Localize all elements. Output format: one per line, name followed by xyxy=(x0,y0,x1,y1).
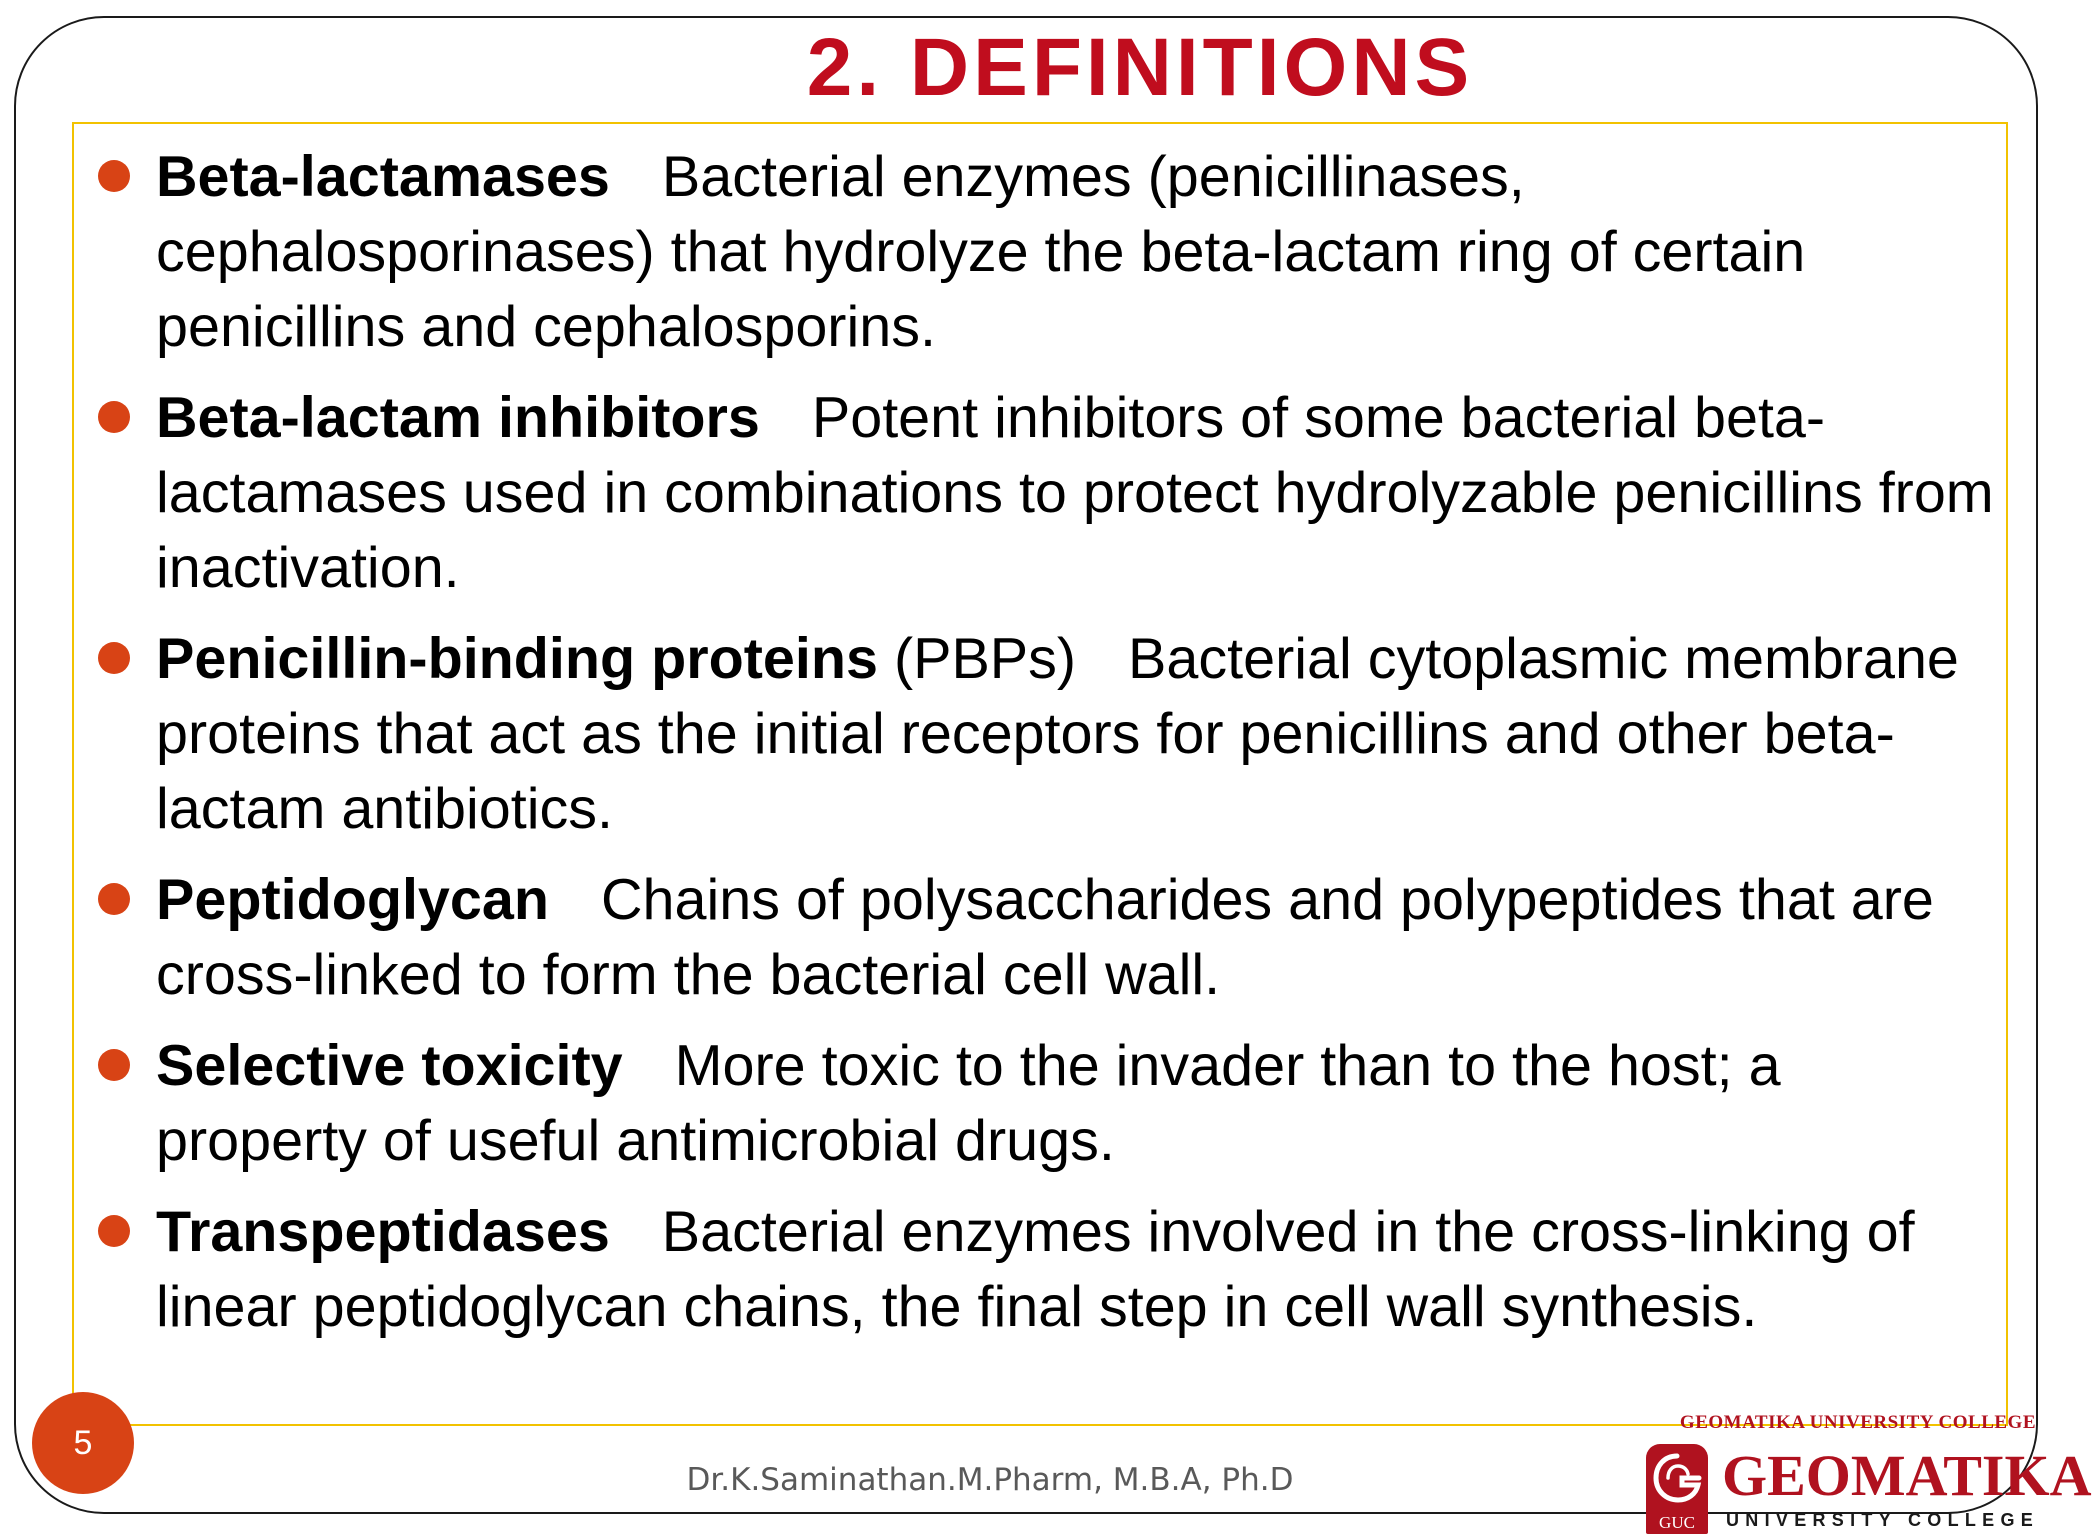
definition-item xyxy=(96,140,1996,365)
definition-description: Bacterial enzymes (penicillinases, cephalosporinases) that hydrolyze the beta-lactam ring of certain penicillins and cephalosporins. xyxy=(156,145,1806,359)
slide-title: 2. DEFINITIONS xyxy=(806,22,1474,113)
definition-description: Potent inhibitors of some bacterial beta-lactamases used in combinations to protect hydrolyzable penicillins from inactivation. xyxy=(156,386,1994,600)
definition-item xyxy=(96,1029,1996,1179)
definition-term: Transpeptidases xyxy=(156,1200,610,1264)
logo-sub-text: UNIVERSITY COLLEGE xyxy=(1726,1510,2040,1530)
definition-abbreviation: (PBPs) xyxy=(893,627,1077,691)
definition-term: Peptidoglycan xyxy=(156,868,549,932)
logo-top-text: GEOMATIKA UNIVERSITY COLLEGE xyxy=(1679,1412,2036,1433)
logo-main-text: GEOMATIKA xyxy=(1722,1443,2092,1508)
logo-emblem-icon xyxy=(1646,1444,1708,1534)
definition-term: Penicillin-binding proteins xyxy=(156,627,878,691)
university-logo xyxy=(1644,1410,2092,1536)
logo-emblem-label: GUC xyxy=(1659,1513,1695,1532)
bullet-icon xyxy=(98,401,130,433)
definition-term: Selective toxicity xyxy=(156,1034,623,1098)
definition-description: Bacterial cytoplasmic membrane proteins that act as the initial receptors for penicillins and other beta-lactam antibiotics. xyxy=(156,627,1959,841)
definition-item xyxy=(96,381,1996,606)
bullet-icon xyxy=(98,1049,130,1081)
definition-item xyxy=(96,622,1996,847)
footer-author: Dr.K.Saminathan.M.Pharm, M.B.A, Ph.D xyxy=(686,1462,1294,1498)
definitions-list xyxy=(96,140,1996,1361)
bullet-icon xyxy=(98,883,130,915)
definition-item xyxy=(96,1195,1996,1345)
page-number-badge: 5 xyxy=(32,1392,134,1494)
definition-item xyxy=(96,863,1996,1013)
definition-description: Bacterial enzymes involved in the cross-linking of linear peptidoglycan chains, the final step in cell wall synthesis. xyxy=(156,1200,1915,1339)
definition-term: Beta-lactam inhibitors xyxy=(156,386,760,450)
definition-description: Chains of polysaccharides and polypeptides that are cross-linked to form the bacterial cell wall. xyxy=(156,868,1934,1007)
bullet-icon xyxy=(98,160,130,192)
definition-description: More toxic to the invader than to the host; a property of useful antimicrobial drugs. xyxy=(156,1034,1781,1173)
bullet-icon xyxy=(98,1215,130,1247)
definition-term: Beta-lactamases xyxy=(156,145,610,209)
bullet-icon xyxy=(98,642,130,674)
